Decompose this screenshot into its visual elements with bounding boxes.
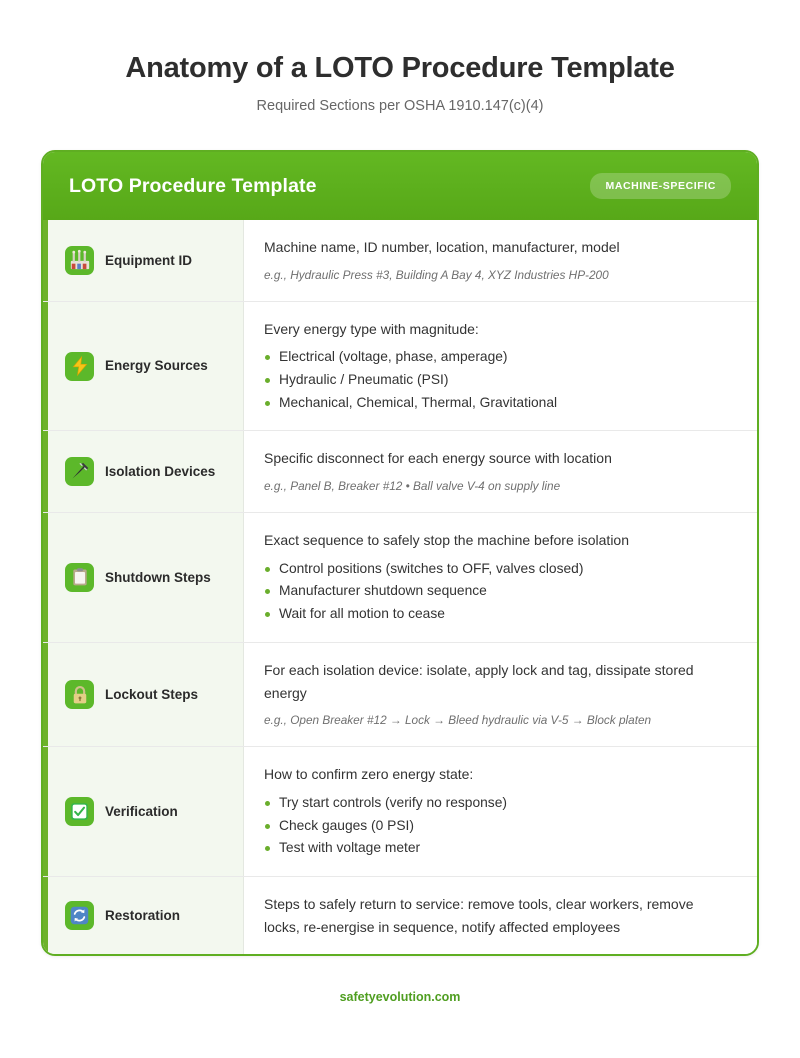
list-item: Try start controls (verify no response) bbox=[264, 792, 731, 815]
section-description: For each isolation device: isolate, apply lock and tag, dissipate stored energy bbox=[264, 661, 694, 701]
section-title: Restoration bbox=[105, 908, 181, 924]
list-item: Control positions (switches to OFF, valves closed) bbox=[264, 558, 731, 581]
page-subtitle: Required Sections per OSHA 1910.147(c)(4) bbox=[256, 98, 544, 115]
section-description: Steps to safely return to service: remove tools, clear workers, remove locks, re-energise in sequence, notify affected employees bbox=[264, 896, 694, 935]
section-description: Specific disconnect for each energy source with location bbox=[264, 450, 612, 467]
list-item: Electrical (voltage, phase, amperage) bbox=[264, 346, 731, 369]
section-description: Machine name, ID number, location, manufacturer, model bbox=[264, 239, 620, 255]
section-title: Isolation Devices bbox=[105, 464, 216, 480]
section-content-cell bbox=[244, 747, 757, 876]
section-label-cell bbox=[43, 302, 244, 431]
section-content-cell bbox=[244, 513, 757, 642]
section-example: e.g., Hydraulic Press #3, Building A Bay 4, XYZ Industries HP-200 bbox=[264, 267, 609, 282]
section-content-cell bbox=[244, 877, 757, 954]
section-example: e.g., Panel B, Breaker #12 • Ball valve V-4 on supply line bbox=[264, 479, 561, 494]
refresh-arrows-icon bbox=[65, 901, 94, 930]
section-list bbox=[43, 220, 757, 954]
status-badge: MACHINE-SPECIFIC bbox=[590, 173, 731, 199]
section-label-cell bbox=[43, 513, 244, 642]
clipboard-icon bbox=[65, 563, 94, 592]
section-example: e.g., Open Breaker #12 → Lock → Bleed hydraulic via V-5 → Block platen bbox=[264, 713, 652, 728]
section-bullet-list bbox=[264, 346, 731, 414]
card-title: LOTO Procedure Template bbox=[69, 174, 317, 197]
section-content-cell bbox=[244, 643, 757, 746]
section-content-cell bbox=[244, 302, 757, 431]
section-title: Energy Sources bbox=[105, 358, 208, 374]
section-title: Equipment ID bbox=[105, 252, 192, 268]
high-voltage-icon bbox=[65, 352, 94, 381]
list-item: Hydraulic / Pneumatic (PSI) bbox=[264, 369, 731, 392]
page-title: Anatomy of a LOTO Procedure Template bbox=[125, 52, 675, 84]
check-mark-icon bbox=[65, 797, 94, 826]
padlock-icon bbox=[65, 680, 94, 709]
section-label-cell bbox=[43, 747, 244, 876]
section-label-cell bbox=[43, 220, 244, 301]
footer-link[interactable]: safetyevolution.com bbox=[339, 990, 461, 1004]
list-item: Wait for all motion to cease bbox=[264, 603, 731, 626]
table-row bbox=[43, 302, 757, 432]
electric-plug-icon bbox=[65, 457, 94, 486]
table-row bbox=[43, 643, 757, 747]
table-row bbox=[43, 877, 757, 954]
table-row bbox=[43, 220, 757, 302]
table-row bbox=[43, 513, 757, 643]
table-row bbox=[43, 431, 757, 513]
section-title: Shutdown Steps bbox=[105, 569, 211, 585]
section-description: Exact sequence to safely stop the machine before isolation bbox=[264, 532, 629, 549]
factory-icon bbox=[65, 246, 94, 275]
loto-template-card bbox=[41, 150, 759, 956]
section-label-cell bbox=[43, 877, 244, 954]
table-row bbox=[43, 747, 757, 877]
section-label-cell bbox=[43, 431, 244, 512]
section-title: Verification bbox=[105, 803, 178, 819]
section-description: Every energy type with magnitude: bbox=[264, 320, 479, 337]
section-title: Lockout Steps bbox=[105, 686, 199, 702]
section-bullet-list bbox=[264, 558, 731, 626]
list-item: Manufacturer shutdown sequence bbox=[264, 580, 731, 603]
section-content-cell bbox=[244, 431, 757, 512]
section-content-cell bbox=[244, 220, 757, 301]
section-label-cell bbox=[43, 643, 244, 746]
section-bullet-list bbox=[264, 792, 731, 860]
list-item: Check gauges (0 PSI) bbox=[264, 815, 731, 838]
card-header bbox=[43, 152, 757, 220]
list-item: Test with voltage meter bbox=[264, 837, 731, 860]
section-description: How to confirm zero energy state: bbox=[264, 766, 474, 783]
list-item: Mechanical, Chemical, Thermal, Gravitational bbox=[264, 392, 731, 415]
